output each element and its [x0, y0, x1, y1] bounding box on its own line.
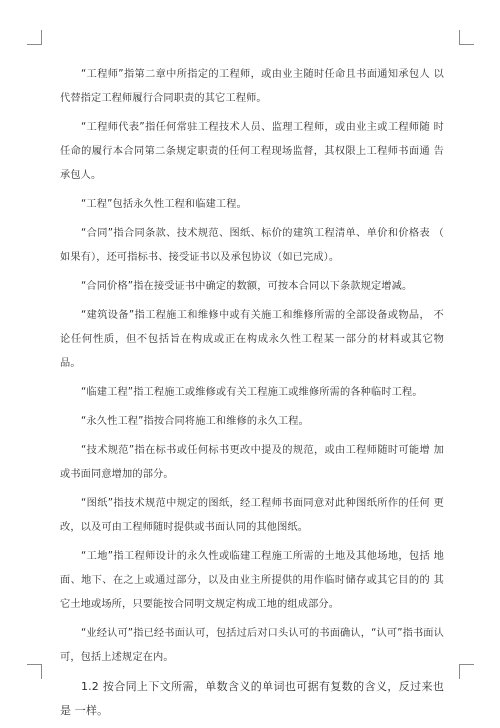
definition-engineer: “工程师”指第二章中所指定的工程师，或由业主随时任命且书面通知承包人 以代替指定工程师履行合同职责的其它工程师。	[60, 69, 444, 104]
crop-mark-bottom-left	[27, 664, 42, 679]
clause-1-2: 1.2 按合同上下文所需，单数含义的单词也可据有复数的含义，反过来也是 一样。	[60, 680, 444, 717]
definition-works: “工程”包括永久性工程和临建工程。	[81, 199, 247, 210]
definition-temporary-works: “临建工程”指工程施工或维修或有关工程施工或维修所需的各种临时工程。	[81, 387, 423, 398]
definition-contract: “合同”指合同条款、技术规范、图纸、标价的建筑工程清单、单价和价格表 （ 如果有），还可指标书、接受证书以及承包协议（如已完成）。	[60, 228, 444, 263]
definition-engineer-representative: “工程师代表”指任何常驻工程技术人员、监理工程师，或由业主或工程师随 时任命的履行本合同第二条规定职责的任何工程现场监督，其权限上工程师书面通 告承包人。	[60, 122, 444, 181]
definition-contract-price: “合同价格”指在接受证书中确定的数额，可按本合同以下条款规定增减。	[81, 281, 413, 292]
crop-mark-bottom-right	[459, 664, 474, 679]
definition-drawings: “图纸”指技术规范中规定的图纸，经工程师书面同意对此种图纸所作的任何 更改，以及可由工程师随时提供或书面认同的其他图纸。	[60, 498, 444, 533]
crop-mark-top-right	[459, 30, 474, 45]
definition-specification: “技术规范”指在标书或任何标书更改中提及的规范，或由工程师随时可能增 加或书面同意增加的部分。	[60, 445, 444, 480]
definition-permanent-works: “永久性工程”指按合同将施工和维修的永久工程。	[81, 416, 309, 427]
crop-mark-top-left	[27, 30, 42, 45]
document-body	[60, 63, 444, 728]
definition-construction-equipment: “建筑设备”指工程施工和维修中或有关施工和维修所需的全部设备或物品， 不论任何性质，但不包括旨在构成或正在构成永久性工程某一部分的材料或其它物 品。	[60, 310, 444, 369]
definition-site: “工地”指工程师设计的永久性或临建工程施工所需的土地及其他场地，包括 地面、地下、在之上或通过部分，以及由业主所提供的用作临时储存或其它目的的 其它土地或场所，只要能按合同明文规定构成工地的组成部分。	[60, 551, 444, 610]
definition-approved: “业经认可”指已经书面认可，包括过后对口头认可的书面确认，“认可”指书面认可，包括上述规定在内。	[60, 628, 444, 663]
